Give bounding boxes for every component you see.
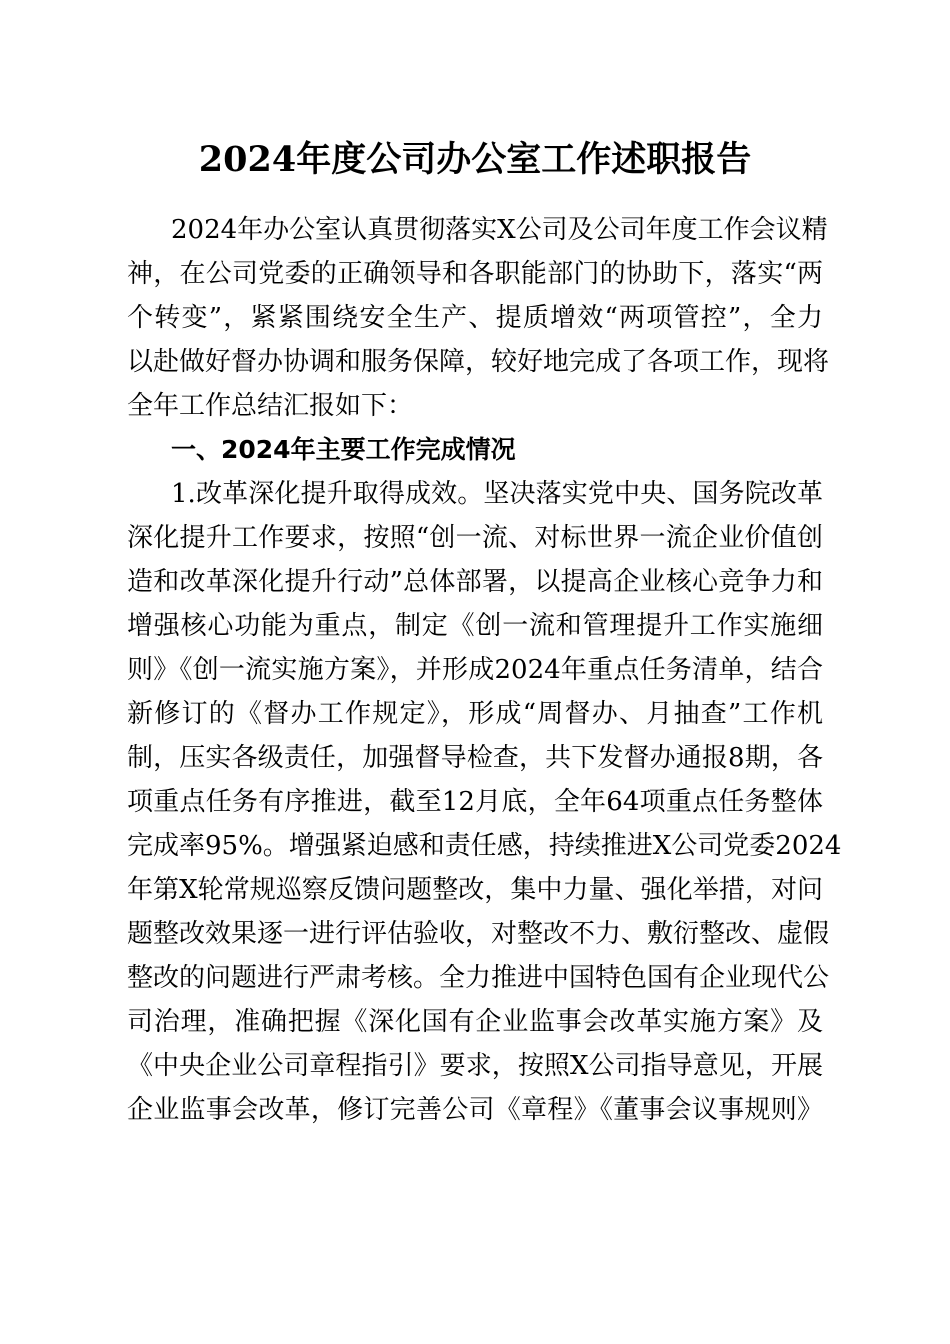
section-line: 司治理，准确把握《深化国有企业监事会改革实施方案》及 xyxy=(127,1007,823,1037)
intro-line: 个转变”，紧紧围绕安全生产、提质增效“两项管控”，全力 xyxy=(127,303,823,333)
section-line: 企业监事会改革，修订完善公司《章程》《董事会议事规则》 xyxy=(127,1095,823,1125)
section-line: 完成率95%。增强紧迫感和责任感，持续推进X公司党委2024 xyxy=(127,831,842,861)
section-line: 造和改革深化提升行动”总体部署，以提高企业核心竞争力和 xyxy=(127,567,823,597)
section-line: 则》《创一流实施方案》，并形成2024年重点任务清单，结合 xyxy=(127,655,823,685)
section-line: 1.改革深化提升取得成效。坚决落实党中央、国务院改革 xyxy=(171,479,823,509)
section-line: 深化提升工作要求，按照“创一流、对标世界一流企业价值创 xyxy=(127,523,823,553)
intro-line: 神，在公司党委的正确领导和各职能部门的协助下，落实“两 xyxy=(127,259,823,289)
section-heading: 一、2024年主要工作完成情况 xyxy=(171,435,516,464)
intro-line: 以赴做好督办协调和服务保障，较好地完成了各项工作，现将 xyxy=(127,347,830,377)
section-line: 《中央企业公司章程指引》要求，按照X公司指导意见，开展 xyxy=(127,1051,823,1081)
section-line: 题整改效果逐一进行评估验收，对整改不力、敷衍整改、虚假 xyxy=(127,919,830,949)
document-title: 2024年度公司办公室工作述职报告 xyxy=(198,139,752,180)
section-line: 新修订的《督办工作规定》，形成“周督办、月抽查”工作机 xyxy=(127,699,823,729)
section-line: 增强核心功能为重点，制定《创一流和管理提升工作实施细 xyxy=(127,611,823,641)
section-line: 制，压实各级责任，加强督导检查，共下发督办通报8期，各 xyxy=(127,743,823,773)
section-line: 年第X轮常规巡察反馈问题整改，集中力量、强化举措，对问 xyxy=(127,875,823,905)
intro-line: 全年工作总结汇报如下： xyxy=(127,391,414,421)
section-line: 项重点任务有序推进，截至12月底，全年64项重点任务整体 xyxy=(127,787,823,817)
section-line: 整改的问题进行严肃考核。全力推进中国特色国有企业现代公 xyxy=(127,963,830,993)
intro-line: 2024年办公室认真贯彻落实X公司及公司年度工作会议精 xyxy=(171,215,828,245)
